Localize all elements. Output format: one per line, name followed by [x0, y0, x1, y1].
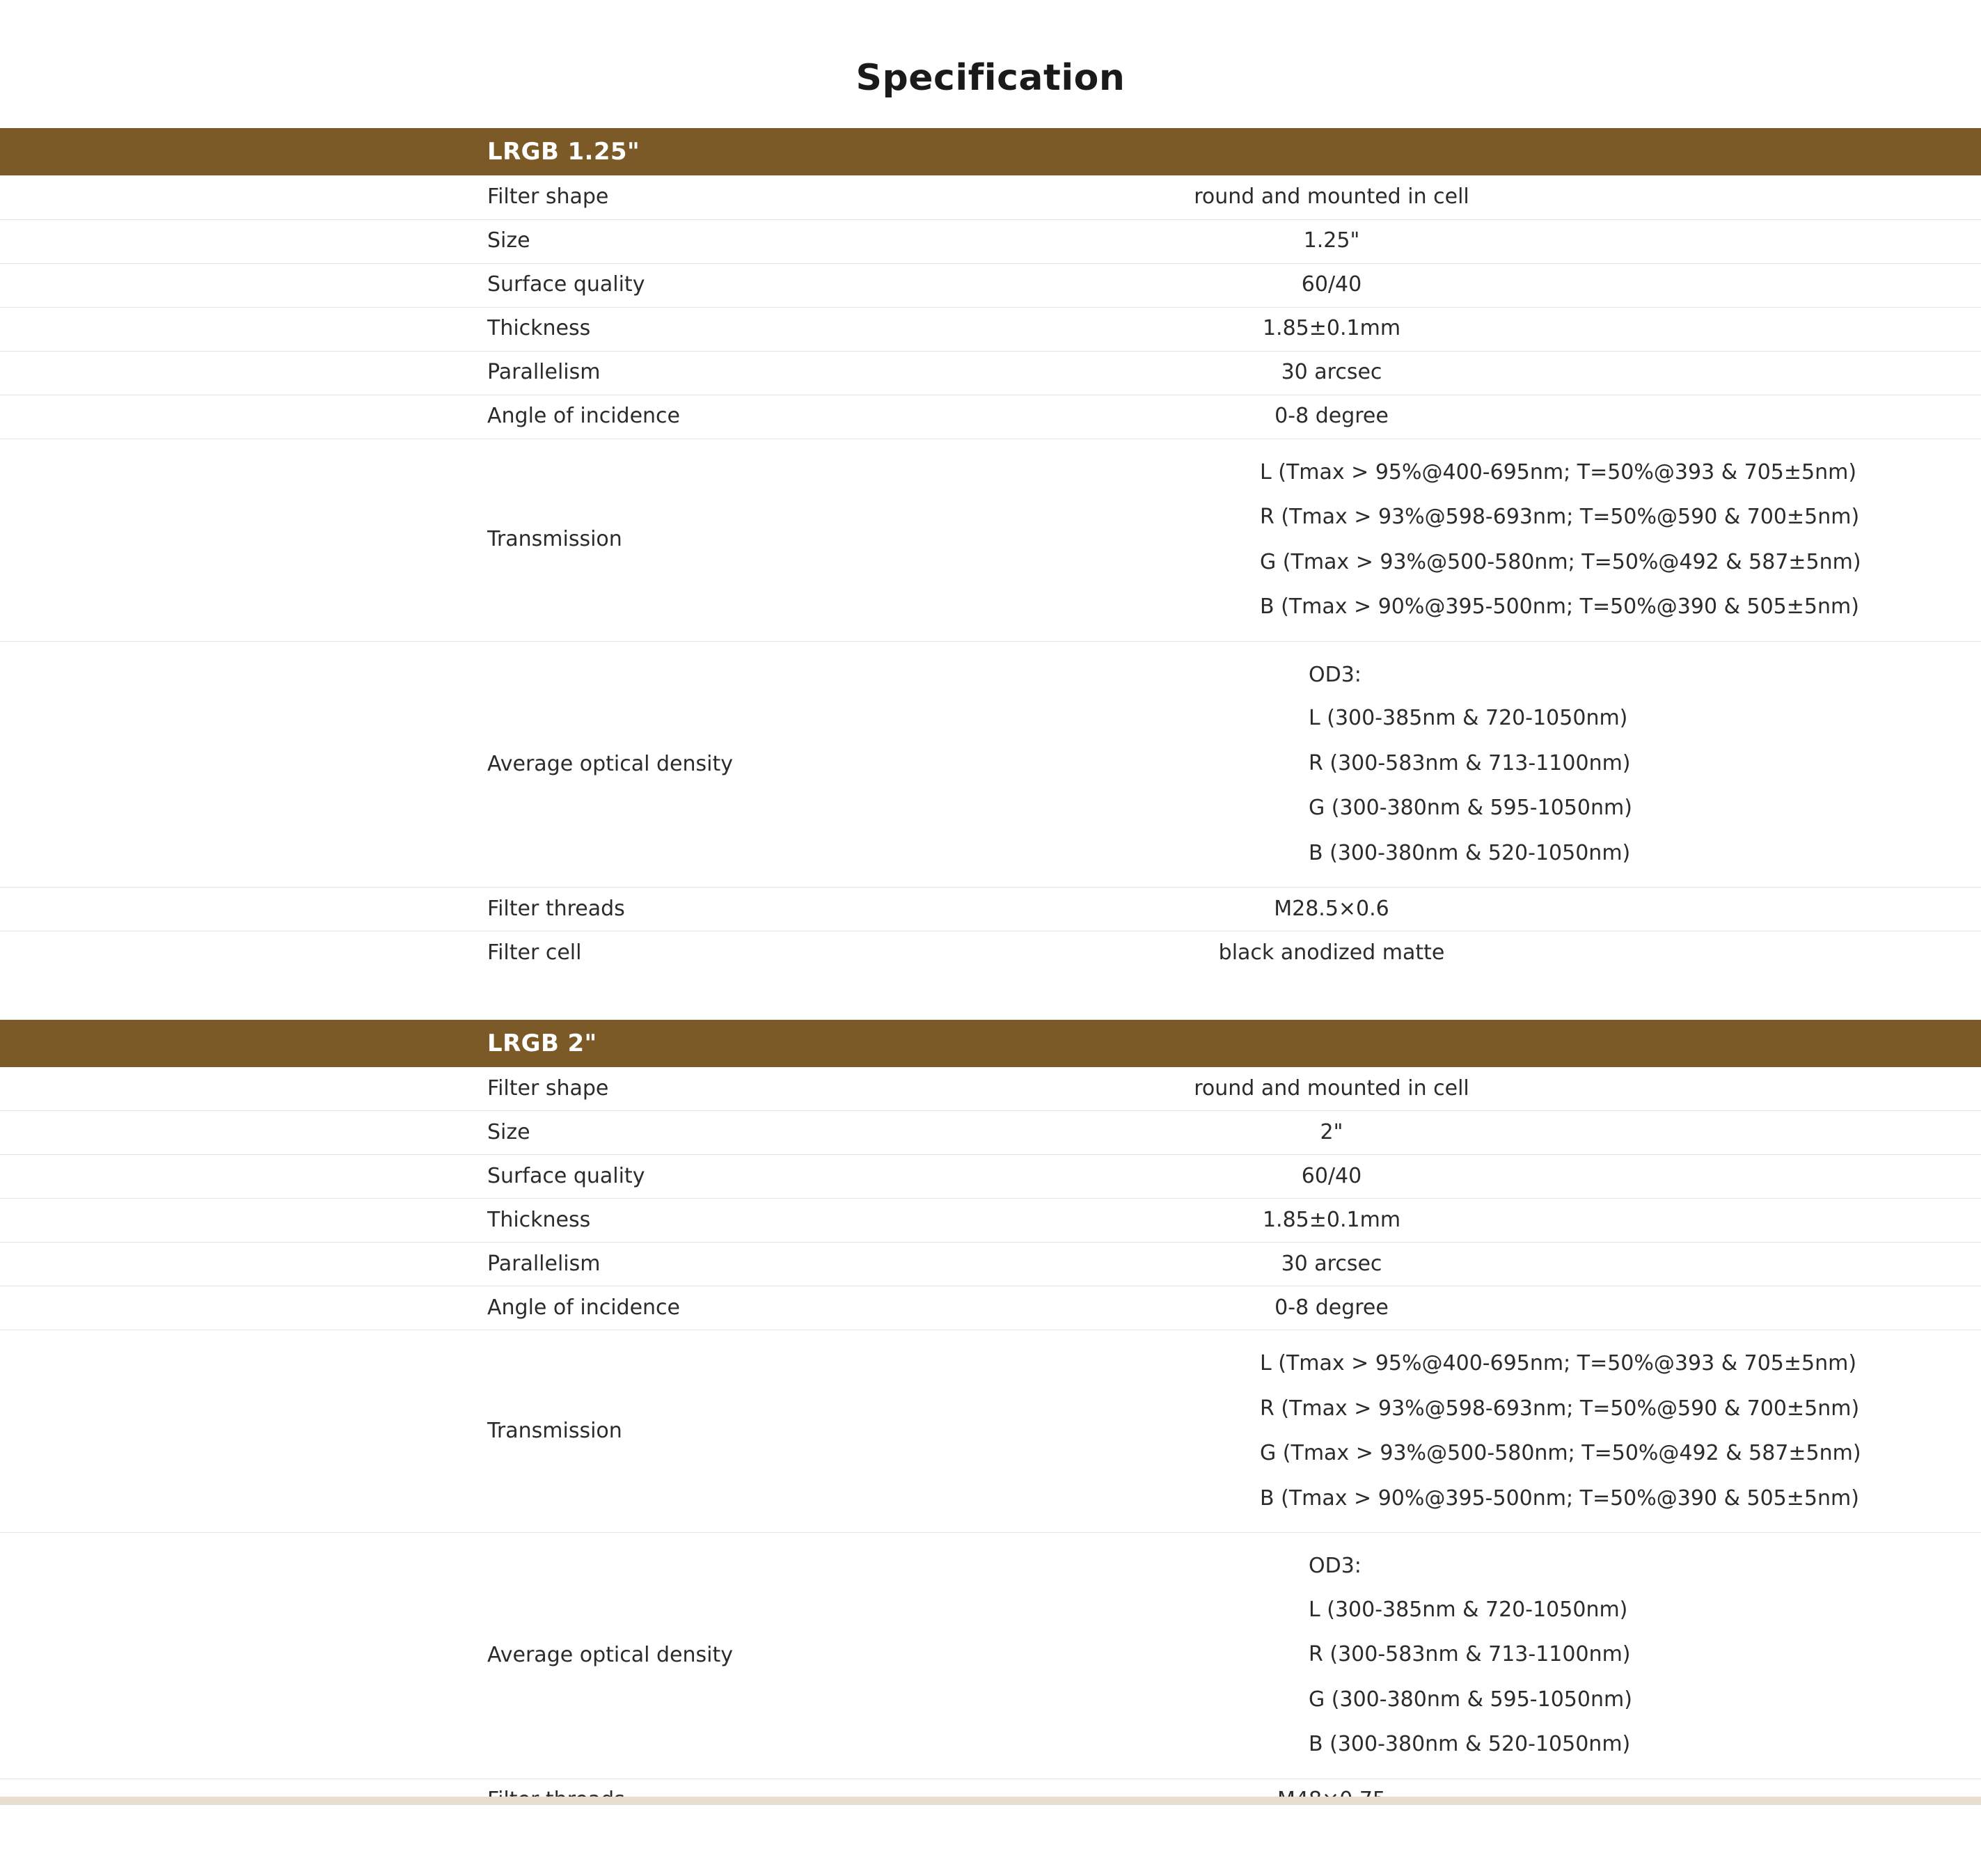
value-line: G (Tmax > 93%@500-580nm; T=50%@492 & 587±5nm) — [1260, 549, 1861, 574]
section-header-lrgb-125 — [0, 128, 1981, 175]
table-row — [0, 888, 1981, 931]
value-line: G (Tmax > 93%@500-580nm; T=50%@492 & 587±5nm) — [1260, 1441, 1861, 1465]
row-value: black anodized matte — [1218, 940, 1445, 965]
table-row-transmission — [0, 439, 1981, 641]
row-value: 60/40 — [682, 1155, 1981, 1199]
table-row-optical-density — [0, 1533, 1981, 1779]
row-value: 2" — [682, 1111, 1981, 1155]
row-value: 30 arcsec — [682, 1243, 1981, 1286]
table-row — [0, 1155, 1981, 1199]
row-label: Angle of incidence — [0, 395, 682, 439]
row-label: Angle of incidence — [0, 1286, 682, 1330]
spec-table-lrgb-2 — [0, 1067, 1981, 1867]
row-label: Average optical density — [0, 641, 682, 888]
row-label: Size — [0, 1111, 682, 1155]
table-row — [0, 175, 1981, 219]
table-row — [0, 351, 1981, 395]
table-row — [0, 1067, 1981, 1111]
row-value-multiline — [682, 641, 1981, 888]
table-row — [0, 219, 1981, 263]
page-title: Specification — [855, 57, 1126, 99]
value-line: B (300-380nm & 520-1050nm) — [1309, 840, 1631, 865]
spec-table-lrgb-125-wrap — [0, 175, 1981, 975]
value-line: R (300-583nm & 713-1100nm) — [1309, 1642, 1631, 1666]
row-label: Transmission — [0, 439, 682, 641]
footer-divider — [0, 1797, 1981, 1805]
value-line: R (300-583nm & 713-1100nm) — [1309, 750, 1631, 775]
value-line: L (300-385nm & 720-1050nm) — [1309, 1597, 1628, 1622]
row-value-multiline — [682, 439, 1981, 641]
table-row — [0, 395, 1981, 439]
row-value: 0-8 degree — [682, 395, 1981, 439]
spec-table-lrgb-125 — [0, 175, 1981, 975]
table-row-transmission — [0, 1330, 1981, 1533]
row-value: round and mounted in cell — [682, 175, 1981, 219]
footer-band — [0, 1797, 1981, 1866]
table-row — [0, 263, 1981, 307]
row-value: 1.25" — [682, 219, 1981, 263]
table-row — [0, 307, 1981, 351]
value-line: OD3: — [1309, 662, 1362, 687]
row-value: round and mounted in cell — [682, 1067, 1981, 1111]
row-label: Parallelism — [0, 351, 682, 395]
value-line: R (Tmax > 93%@598-693nm; T=50%@590 & 700±5nm) — [1260, 505, 1860, 529]
row-label: Surface quality — [0, 263, 682, 307]
row-label: Filter threads — [0, 888, 682, 931]
row-value: 30 arcsec — [682, 351, 1981, 395]
value-line: B (Tmax > 90%@395-500nm; T=50%@390 & 505±5nm) — [1260, 1485, 1859, 1511]
row-label: Transmission — [0, 1330, 682, 1533]
row-label: Filter shape — [0, 175, 682, 219]
section-header-lrgb-2 — [0, 1020, 1981, 1067]
section-gap — [0, 975, 1981, 1020]
row-label: Parallelism — [0, 1243, 682, 1286]
value-line: L (Tmax > 95%@400-695nm; T=50%@393 & 705±5nm) — [1260, 459, 1857, 484]
value-line: R (Tmax > 93%@598-693nm; T=50%@590 & 700±5nm) — [1260, 1396, 1860, 1421]
row-label: Average optical density — [0, 1533, 682, 1779]
table-row — [0, 931, 1981, 975]
row-value-multiline — [682, 1533, 1981, 1779]
value-line: B (Tmax > 90%@395-500nm; T=50%@390 & 505±5nm) — [1260, 594, 1859, 619]
value-line: L (Tmax > 95%@400-695nm; T=50%@393 & 705±5nm) — [1260, 1351, 1857, 1376]
section-title: LRGB 1.25" — [487, 138, 640, 166]
table-row — [0, 1199, 1981, 1243]
row-value-multiline — [682, 1330, 1981, 1533]
table-row — [0, 1111, 1981, 1155]
row-value: M28.5×0.6 — [682, 888, 1981, 931]
value-line: L (300-385nm & 720-1050nm) — [1309, 706, 1628, 730]
row-label: Thickness — [0, 1199, 682, 1243]
row-label: Thickness — [0, 307, 682, 351]
row-value: 0-8 degree — [682, 1286, 1981, 1330]
value-line: B (300-380nm & 520-1050nm) — [1309, 1732, 1631, 1756]
value-line: OD3: — [1309, 1554, 1362, 1578]
section-title: LRGB 2" — [487, 1029, 597, 1057]
value-line: G (300-380nm & 595-1050nm) — [1309, 796, 1632, 820]
row-label: Surface quality — [0, 1155, 682, 1199]
table-row — [0, 1243, 1981, 1286]
spec-table-lrgb-2-wrap — [0, 1067, 1981, 1867]
row-value: 1.85±0.1mm — [682, 1199, 1981, 1243]
table-row — [0, 1286, 1981, 1330]
row-value: 1.85±0.1mm — [682, 307, 1981, 351]
row-label: Filter cell — [487, 940, 582, 965]
row-value: 60/40 — [682, 263, 1981, 307]
value-line: G (300-380nm & 595-1050nm) — [1309, 1687, 1632, 1712]
row-label: Filter shape — [0, 1067, 682, 1111]
table-row-optical-density — [0, 641, 1981, 888]
row-label: Size — [0, 219, 682, 263]
